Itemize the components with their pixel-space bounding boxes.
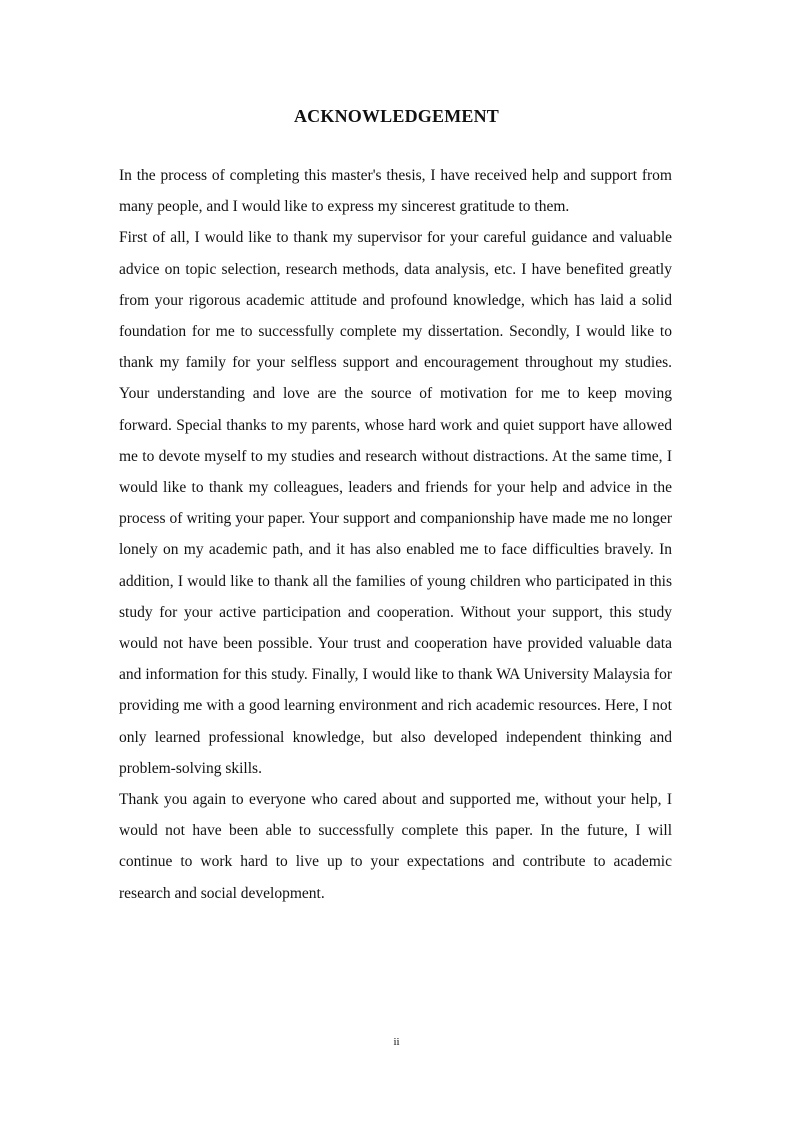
paragraph-closing: Thank you again to everyone who cared about and supported me, without your help, I would not have been able to successfully complete this paper. In the future, I will continue to work hard to live up to your expectations and contribute to academic research and social development. xyxy=(119,791,672,902)
paragraph-intro: In the process of completing this master's thesis, I have received help and support from many people, and I would like to express my sincerest gratitude to them. xyxy=(119,167,672,216)
page-title: ACKNOWLEDGEMENT xyxy=(293,106,500,126)
page-number: ii xyxy=(393,1036,400,1048)
acknowledgement-body xyxy=(119,160,672,909)
paragraph-thanks: First of all, I would like to thank my supervisor for your careful guidance and valuable advice on topic selection, research methods, data analysis, etc. I have benefited greatly from your rigorous academic attitude and profound knowledge, which has laid a solid foundation for me to successfully complete my dissertation. Secondly, I would like to thank my family for your selfless support and encouragement throughout my studies. Your understanding and love are the source of motivation for me to keep moving forward. Special thanks to my parents, whose hard work and quiet support have allowed me to devote myself to my studies and research without distractions. At the same time, I would like to thank my colleagues, leaders and friends for your help and advice in the process of writing your paper. Your support and companionship have made me no longer lonely on my academic path, and it has also enabled me to face difficulties bravely. In addition, I would like to thank all the families of young children who participated in this study for your active participation and cooperation. Without your support, this study would not have been possible. Your trust and cooperation have provided valuable data and information for this study. Finally, I would like to thank WA University Malaysia for providing me with a good learning environment and rich academic resources. Here, I not only learned professional knowledge, but also developed independent thinking and problem-solving skills. xyxy=(119,229,672,777)
